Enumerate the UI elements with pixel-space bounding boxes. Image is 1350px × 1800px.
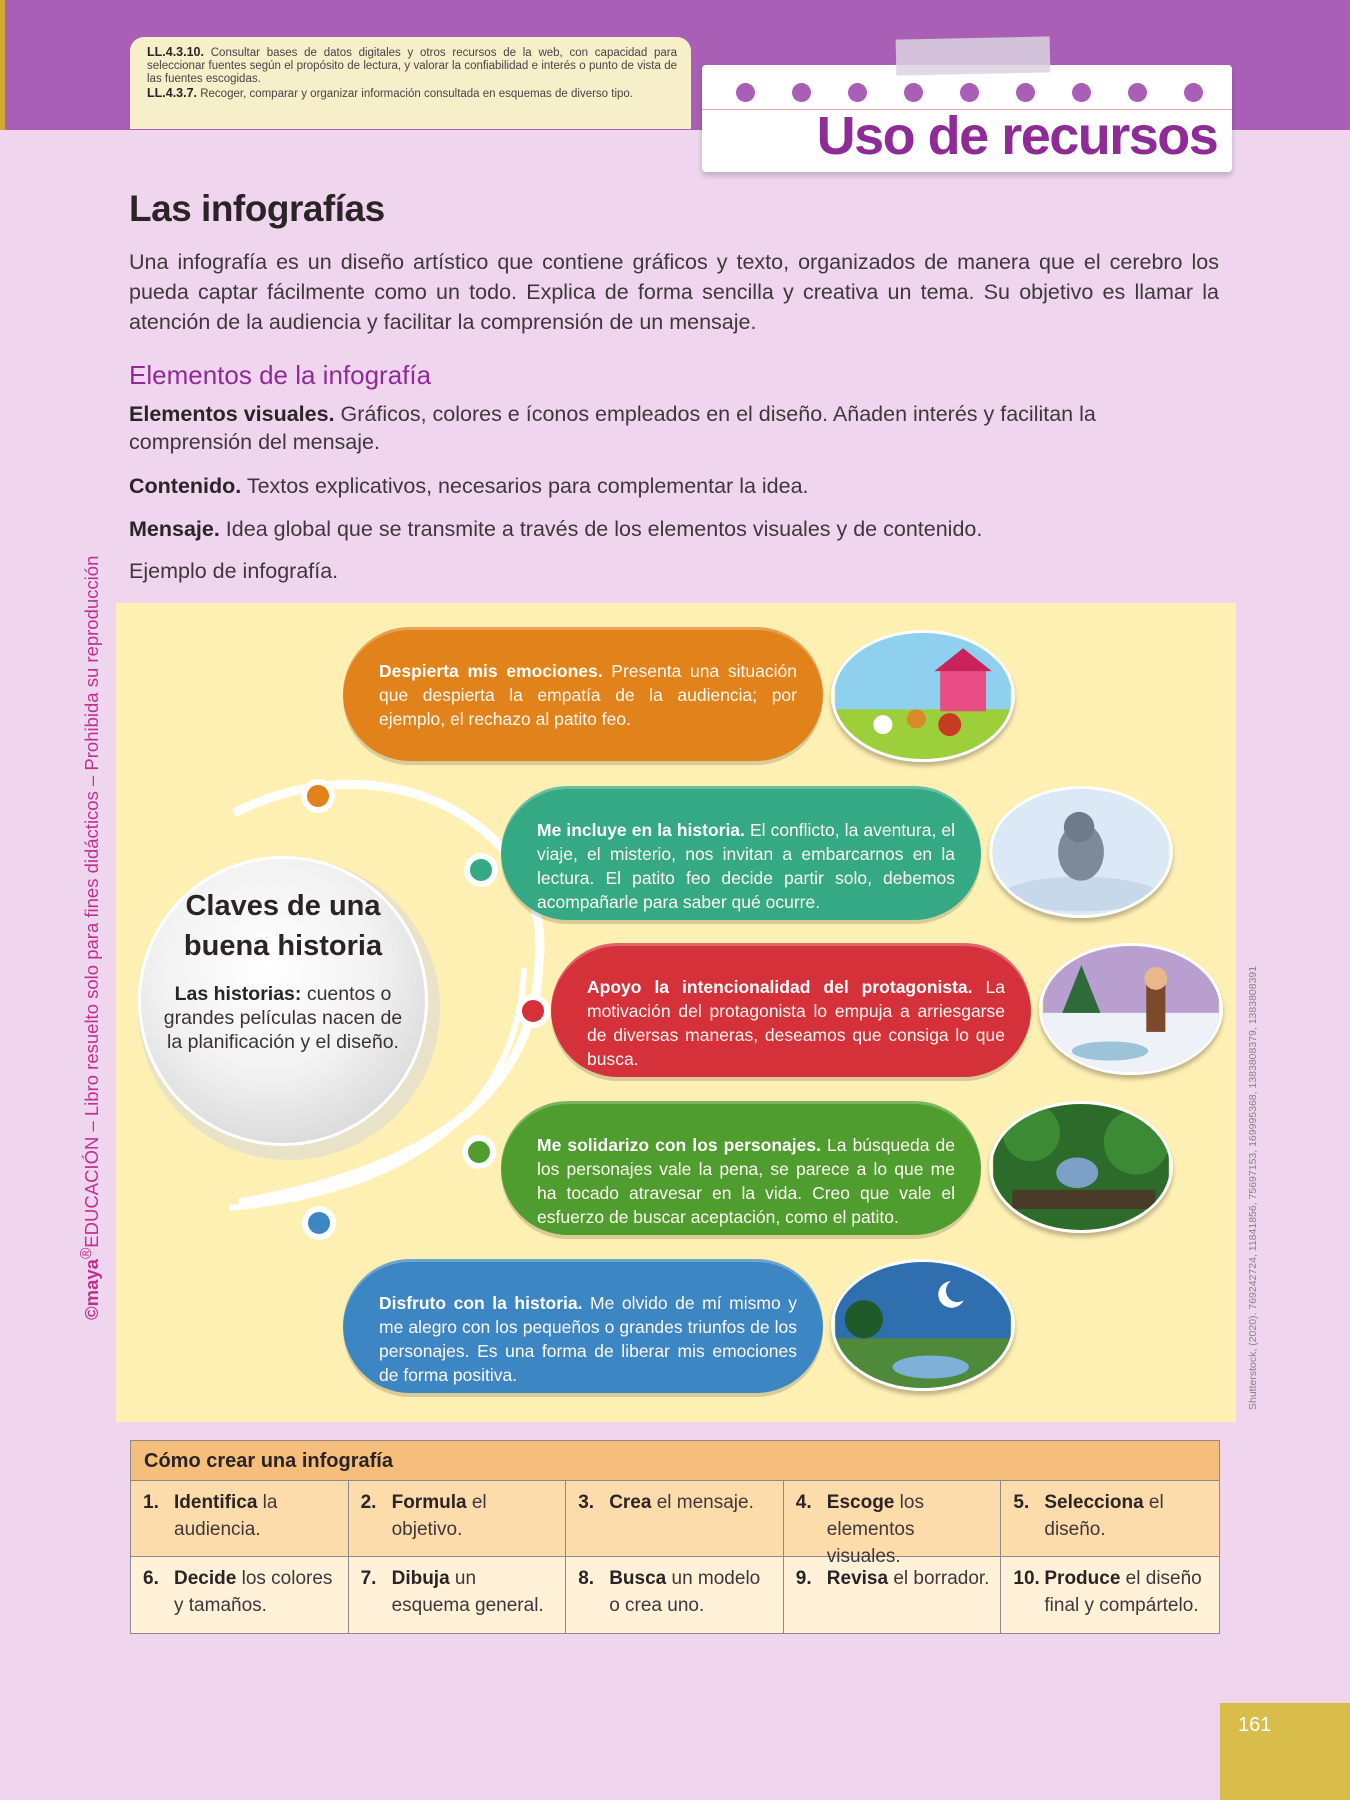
step-text bbox=[826, 1489, 991, 1567]
infographic bbox=[116, 603, 1236, 1422]
winter-scene-illustration bbox=[1039, 943, 1223, 1075]
page-number: 161 bbox=[1220, 1703, 1350, 1800]
key-pill-include bbox=[501, 786, 981, 920]
step-cell bbox=[566, 1481, 784, 1556]
step-cell bbox=[1001, 1481, 1219, 1556]
green-dot-icon bbox=[465, 1138, 493, 1166]
step-rest: el mensaje. bbox=[651, 1492, 754, 1513]
step-text bbox=[1044, 1565, 1209, 1633]
orange-dot-icon bbox=[304, 782, 332, 810]
step-text bbox=[392, 1565, 556, 1633]
key-term: Me incluye en la historia. bbox=[537, 820, 745, 840]
steps-heading: Cómo crear una infografía bbox=[131, 1441, 1219, 1481]
step-rest: el borrador. bbox=[888, 1568, 990, 1589]
section-title: Uso de recursos bbox=[816, 106, 1218, 166]
tape-strip bbox=[896, 36, 1051, 75]
step-rest: la audiencia. bbox=[174, 1492, 278, 1540]
night-pond-illustration bbox=[831, 1259, 1015, 1391]
hole-dot bbox=[736, 83, 755, 102]
step-number: 10. bbox=[1013, 1568, 1040, 1589]
element-text: Idea global que se transmite a través de los elementos visuales y de contenido. bbox=[219, 517, 983, 541]
key-text: La motivación del protagonista lo empuja a arriesgarse de diversas maneras, deseamos que consiga lo que busca. bbox=[587, 977, 1006, 1069]
step-rest: el objetivo. bbox=[391, 1492, 487, 1540]
step-number: 9. bbox=[795, 1568, 812, 1589]
subtitle: Elementos de la infografía bbox=[129, 360, 432, 390]
center-circle bbox=[138, 856, 428, 1146]
step-rest: los elementos visuales. bbox=[826, 1492, 924, 1567]
step-cell bbox=[784, 1481, 1002, 1567]
hole-dot bbox=[1016, 83, 1035, 102]
step-verb: Formula bbox=[391, 1492, 467, 1513]
key-pill-emotions bbox=[343, 627, 823, 761]
step-verb: Dibuja bbox=[391, 1568, 450, 1589]
center-text: cuentos o grandes películas nacen de la planificación y el diseño. bbox=[163, 983, 403, 1053]
hole-dot bbox=[792, 83, 811, 102]
step-text bbox=[609, 1565, 773, 1633]
skill-1 bbox=[147, 46, 677, 87]
key-text: La búsqueda de los personajes vale la pena, se parece a lo que me ha tocado atravesar en la vida. Creo que vale el esfuerzo de buscar aceptación, como el patito. bbox=[537, 1135, 955, 1227]
element-term: Mensaje. bbox=[129, 517, 220, 541]
element-term: Contenido. bbox=[129, 474, 242, 498]
hole-dot bbox=[904, 83, 923, 102]
step-verb: Decide bbox=[174, 1568, 237, 1589]
step-number: 4. bbox=[795, 1492, 812, 1513]
copyright-sidebar bbox=[78, 556, 103, 1320]
hole-dot bbox=[1184, 83, 1203, 102]
step-cell bbox=[566, 1557, 784, 1633]
teal-dot-icon bbox=[467, 856, 495, 884]
step-number: 6. bbox=[143, 1568, 159, 1589]
step-text bbox=[1044, 1489, 1209, 1556]
hole-dot bbox=[1128, 83, 1147, 102]
step-number: 8. bbox=[578, 1568, 595, 1589]
key-term: Me solidarizo con los personajes. bbox=[537, 1135, 821, 1155]
step-text bbox=[392, 1489, 556, 1556]
key-pill-solidarity bbox=[501, 1101, 981, 1235]
key-text: El conflicto, la aventura, el viaje, el misterio, nos invitan a embarcarnos en la lectura. El patito feo decide partir solo, debemos acompañarle para saber qué ocurre. bbox=[537, 820, 955, 912]
step-number: 7. bbox=[360, 1568, 377, 1589]
step-cell bbox=[1001, 1557, 1219, 1633]
steps-row-1 bbox=[131, 1481, 1219, 1567]
hole-dot bbox=[1072, 83, 1091, 102]
image-credit: Shutterstock, (2020). 769242724, 11841856, 75697153, 169995368, 1383808379, 1383808391 bbox=[1247, 965, 1259, 1410]
element-visuals bbox=[129, 400, 1219, 456]
hole-dot bbox=[848, 83, 867, 102]
key-term: Apoyo la intencionalidad del protagonista. bbox=[587, 977, 973, 997]
snow-duckling-illustration bbox=[989, 786, 1173, 918]
skills-box bbox=[130, 37, 691, 129]
step-verb: Identifica bbox=[174, 1492, 258, 1513]
key-pill-enjoy bbox=[343, 1259, 823, 1393]
example-label: Ejemplo de infografía. bbox=[129, 559, 339, 583]
step-cell bbox=[349, 1481, 567, 1556]
step-number: 2. bbox=[360, 1492, 377, 1513]
skill-1-text: Consultar bases de datos digitales y otros recursos de la web, con capacidad para seleccionar fuentes según el propósito de lectura, y valorar la confiabilidad e interés o punto de vista de las fuentes escogidas. bbox=[147, 47, 677, 86]
copyright-text: EDUCACIÓN – Libro resuelto solo para fines didácticos – Prohibida su reproducción bbox=[81, 555, 103, 1248]
registered-mark: ® bbox=[78, 1247, 95, 1260]
steps-row-2 bbox=[131, 1557, 1219, 1633]
brand-mark: ©maya bbox=[81, 1259, 103, 1320]
step-verb: Busca bbox=[609, 1568, 667, 1589]
center-term: Las historias: bbox=[174, 983, 302, 1005]
step-cell bbox=[349, 1557, 567, 1633]
left-accent-stripe bbox=[0, 0, 5, 130]
key-term: Despierta mis emociones. bbox=[379, 661, 603, 681]
step-text bbox=[174, 1565, 338, 1633]
key-pill-intention bbox=[551, 943, 1031, 1077]
section-title-card bbox=[702, 65, 1232, 172]
step-text bbox=[609, 1489, 754, 1556]
element-content bbox=[129, 472, 1219, 500]
intro-paragraph: Una infografía es un diseño artístico que contiene gráficos y texto, organizados de manera que el cerebro los pueda captar fácilmente como un todo. Explica de forma sencilla y creativa un tema. Su objetivo es llamar la atención de la audiencia y facilitar la comprensión de un mensaje. bbox=[129, 250, 1219, 334]
step-cell bbox=[131, 1481, 349, 1556]
step-verb: Crea bbox=[609, 1492, 652, 1513]
step-rest: los colores y tamaños. bbox=[174, 1568, 333, 1616]
center-title: Claves de una buena historia bbox=[183, 890, 383, 962]
step-rest: un modelo o crea uno. bbox=[609, 1568, 761, 1616]
step-rest: un esquema general. bbox=[391, 1568, 544, 1616]
step-verb: Revisa bbox=[826, 1568, 889, 1589]
step-text bbox=[827, 1565, 990, 1633]
element-text: Gráficos, colores e íconos empleados en el diseño. Añaden interés y facilitan la comprensión del mensaje. bbox=[129, 402, 1096, 454]
key-text: Me olvido de mí mismo y me alegro con los pequeños o grandes triunfos de los personajes. Es una forma de liberar mis emociones de forma positiva. bbox=[379, 1293, 797, 1385]
farm-illustration bbox=[831, 630, 1015, 762]
skill-2 bbox=[147, 87, 677, 101]
page-title: Las infografías bbox=[129, 188, 385, 229]
step-rest: el diseño. bbox=[1044, 1492, 1164, 1540]
key-term: Disfruto con la historia. bbox=[379, 1293, 583, 1313]
hole-dot bbox=[960, 83, 979, 102]
step-verb: Produce bbox=[1044, 1568, 1121, 1589]
step-verb: Selecciona bbox=[1044, 1492, 1144, 1513]
element-message bbox=[129, 515, 1219, 543]
skill-2-code: LL.4.3.7. bbox=[147, 85, 198, 100]
skill-2-text: Recoger, comparar y organizar información consultada en esquemas de diverso tipo. bbox=[200, 87, 633, 100]
step-number: 1. bbox=[143, 1492, 159, 1513]
element-term: Elementos visuales. bbox=[129, 402, 335, 426]
steps-table bbox=[130, 1440, 1220, 1634]
step-text bbox=[174, 1489, 338, 1556]
step-verb: Escoge bbox=[826, 1492, 895, 1513]
key-text: Presenta una situación que despierta la empatía de la audiencia; por ejemplo, el rechazo al patito feo. bbox=[379, 661, 797, 729]
step-cell bbox=[784, 1557, 1002, 1633]
step-cell bbox=[131, 1557, 349, 1633]
step-number: 5. bbox=[1013, 1492, 1030, 1513]
notebook-holes bbox=[736, 83, 1203, 102]
red-dot-icon bbox=[519, 997, 547, 1025]
step-number: 3. bbox=[578, 1492, 595, 1513]
swan-illustration bbox=[989, 1101, 1173, 1233]
center-body bbox=[163, 982, 403, 1054]
blue-dot-icon bbox=[305, 1209, 333, 1237]
skill-1-code: LL.4.3.10. bbox=[147, 45, 204, 59]
step-rest: el diseño final y compártelo. bbox=[1044, 1568, 1202, 1616]
element-text: Textos explicativos, necesarios para complementar la idea. bbox=[241, 474, 809, 498]
